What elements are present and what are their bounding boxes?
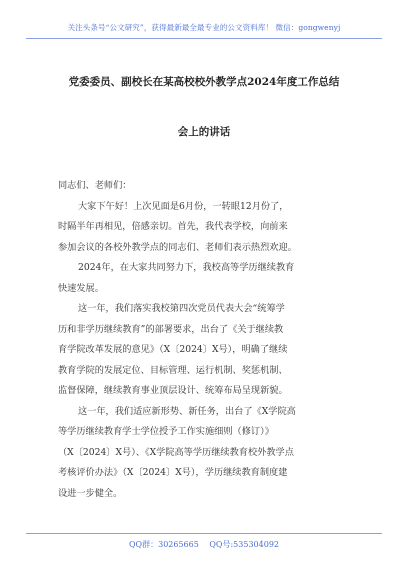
footer-contact <box>0 539 408 550</box>
paragraph-3-line-5: 监督保障，继续教育事业顶层设计、统筹布局呈现新貌。 <box>58 385 288 396</box>
paragraph-3-line-3: 育学院改革发展的意见》（X〔2024〕X号），明确了继续 <box>58 344 288 355</box>
paragraph-1-line-1: 大家下午好！上次见面是6月份，一转眼12月份了， <box>78 200 289 212</box>
paragraph-2-line-1: 2024年，在大家共同努力下，我校高等学历继续教育 <box>78 262 295 273</box>
footer-divider <box>26 533 382 534</box>
footer-qq-group: QQ群：30265665 <box>128 540 199 549</box>
paragraph-3-line-2: 历和非学历继续教育”的部署要求，出台了《关于继续教 <box>58 323 284 335</box>
document-body <box>58 176 354 504</box>
footer-qq-number: QQ号:535304092 <box>209 540 279 549</box>
paragraph-3-line-4: 教育学院的发展定位、目标管理、运行机制、奖惩机制、 <box>58 364 288 376</box>
paragraph-1-line-3: 参加会议的各校外教学点的同志们、老师们表示热烈欢迎。 <box>58 241 297 253</box>
paragraph-4-line-3: （X〔2024〕X号）、《X学院高等学历继续教育校外教学点 <box>58 446 294 458</box>
document-title-line-2: 会上的讲话 <box>177 126 231 138</box>
paragraph-1-line-2: 时隔半年再相见，倍感亲切。首先，我代表学校，向前来 <box>58 221 288 232</box>
paragraph-4-line-2: 等学历继续教育学士学位授予工作实施细则（修订）》 <box>58 426 274 437</box>
paragraph-2-line-2: 快速发展。 <box>58 282 104 294</box>
header-divider <box>26 38 382 39</box>
salutation: 同志们、老师们： <box>58 180 132 191</box>
document-title-line-1: 党委委员、副校长在某高校校外教学点2024年度工作总结 <box>68 76 340 88</box>
paragraph-3-line-1: 这一年，我们落实我校第四次党员代表大会“统筹学 <box>78 303 285 314</box>
header-note: 关注头条号“公文研究”，获得最新最全最专业的公文资料库！ 微信：gongwenyj <box>67 23 341 32</box>
paragraph-4-line-5: 设进一步健全。 <box>58 487 123 499</box>
paragraph-4-line-1: 这一年，我们适应新形势、新任务，出台了《X学院高 <box>78 405 296 417</box>
paragraph-4-line-4: 考核评价办法》（X〔2024〕X号），学历继续教育制度建 <box>58 467 288 478</box>
